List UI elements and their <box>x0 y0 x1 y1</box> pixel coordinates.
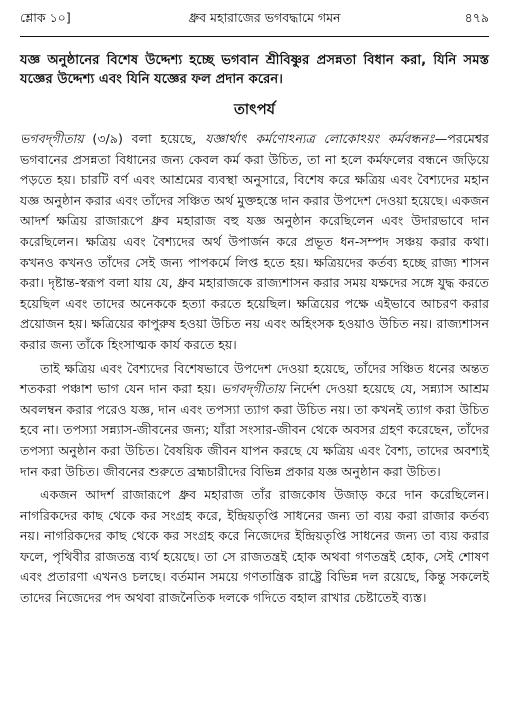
purport-paragraph-2 <box>20 359 489 483</box>
purport-paragraph-3: একজন আদর্শ রাজারূপে ধ্রুব মহারাজ তাঁর রাজকোষ উজাড় করে দান করেছিলেন। নাগরিকদের কাছ থেকে কর সংগ্রহ করে, ইন্দ্রিয়তৃপ্তি সাধনের জন্য তা ব্যয় করা রাজার কর্তব্য নয়। নাগরিকদের কাছ থেকে কর সংগ্রহ করে নিজেদের ইন্দ্রিয়তৃপ্তি সাধনের জন্য তা ব্যয় করার ফলে, পৃথিবীর রাজতন্ত্র ব্যর্থ হয়েছে। তা সে রাজতন্ত্রই হোক অথবা গণতন্ত্রই হোক, সেই শোষণ এবং প্রতারণা এখনও চলছে। বর্তমান সময়ে গণতান্ত্রিক রাষ্ট্রে বিভিন্ন দল রয়েছে, কিন্তু সকলেই তাদের নিজেদের পদ অথবা রাজনৈতিক দলকে গদিতে বহাল রাখার চেষ্টাতেই ব্যস্ত। <box>20 487 489 606</box>
purport-heading: তাৎপর্য <box>233 102 276 118</box>
verse-translation: যজ্ঞ অনুষ্ঠানের বিশেষ উদ্দেশ্য হচ্ছে ভগবান শ্রীবিষ্ণুর প্রসন্নতা বিধান করা, যিনি সমস্ত যজ্ঞের উদ্দেশ্য এবং যিনি যজ্ঞের ফল প্রদান করেন। <box>20 53 489 87</box>
purport-paragraph-1 <box>20 129 489 356</box>
paragraph-2-part-2: নির্দেশ দেওয়া হয়েছে যে, সন্ন্যাস আশ্রম অবলম্বন করার পরেও যজ্ঞ, দান এবং তপস্যা ত্যাগ করা উচিত নয়। তা কখনই ত্যাগ করা উচিত হবে না। তপস্যা সন্ন্যাস-জীবনের জন্য; যাঁরা সংসার-জীবন থেকে অবসর গ্রহণ করেছেন, তাঁদের তপস্যা অনুষ্ঠান করা উচিত। বৈষয়িক জীবন যাপন করছে যে ক্ষত্রিয় এবং বৈশ্য, তাদের অবশ্যই দান করা উচিত। জীবনের শুরুতে ব্রহ্মচারীদের বিভিন্ন প্রকার যজ্ঞ অনুষ্ঠান করা উচিত। <box>20 381 489 479</box>
gita-reference-2: ভগবদ্‌গীতায় <box>221 381 285 397</box>
gita-reference: ভগবদ্‌গীতায় <box>20 131 84 146</box>
running-title: ধ্রুব মহারাজের ভগবদ্ধামে গমন <box>188 10 341 25</box>
paragraph-1-body: —পরমেশ্বর ভগবানের প্রসন্নতা বিধানের জন্য কেবল কর্ম করা উচিত, তা না হলে কর্মফলের বন্ধনে জড়িয়ে পড়তে হয়। চারটি বর্ণ এবং আশ্রমের ব্যবস্থা অনুসারে, বিশেষ করে ক্ষত্রিয় এবং বৈশ্যদের মহান যজ্ঞ অনুষ্ঠান করার এবং তাঁদের সঞ্চিত অর্থ মুক্তহস্তে দান করার উপদেশ দেওয়া হয়েছে। একজন আদর্শ ক্ষত্রিয় রাজারূপে ধ্রুব মহারাজ বহু যজ্ঞ অনুষ্ঠান করেছিলেন এবং উদারভাবে দান করেছিলেন। ক্ষত্রিয় এবং বৈশ্যদের অর্থ উপার্জন করে প্রভূত ধন-সম্পদ সঞ্চয় করার কথা। কখনও কখনও তাঁদের সেই জন্য পাপকর্মে লিপ্ত হতে হয়। ক্ষত্রিয়দের কর্তব্য হচ্ছে রাজ্য শাসন করা। দৃষ্টান্ত-স্বরূপ বলা যায় যে, ধ্রুব মহারাজকে রাজ্যশাসন করার সময় যক্ষদের সঙ্গে যুদ্ধ করতে হয়েছিল এবং তাদের অনেককে হত্যা করতে হয়েছিল। ক্ষত্রিয়ের পক্ষে এইভাবে আচরণ করার প্রয়োজন হয়। ক্ষত্রিয়ের কাপুরুষ হওয়া উচিত নয় এবং অহিংসক হওয়াও উচিত নয়। রাজ্যশাসন করার জন্য তাঁকে হিংসাত্মক কার্য করতে হয়। <box>20 131 489 352</box>
page-number: ৪৭৯ <box>464 10 489 25</box>
header-divider <box>20 36 489 37</box>
sanskrit-quote: যজ্ঞার্থাৎ কর্মণোঽন্যত্র লোকোঽয়ং কর্মবন্ধনঃ <box>205 131 435 146</box>
page-header <box>20 10 489 32</box>
section-marker: শ্লোক ১০] <box>20 10 71 25</box>
verse-ref: (৩/৯) বলা হয়েছে, <box>83 131 206 146</box>
paragraph-2-part-1: তাই ক্ষত্রিয় এবং বৈশ্যদের বিশেষভাবে উপদেশ দেওয়া হয়েছে, তাঁদের সঞ্চিত ধনের অন্তত শতকরা পঞ্চাশ ভাগ যেন দান করা হয়। <box>20 360 489 397</box>
